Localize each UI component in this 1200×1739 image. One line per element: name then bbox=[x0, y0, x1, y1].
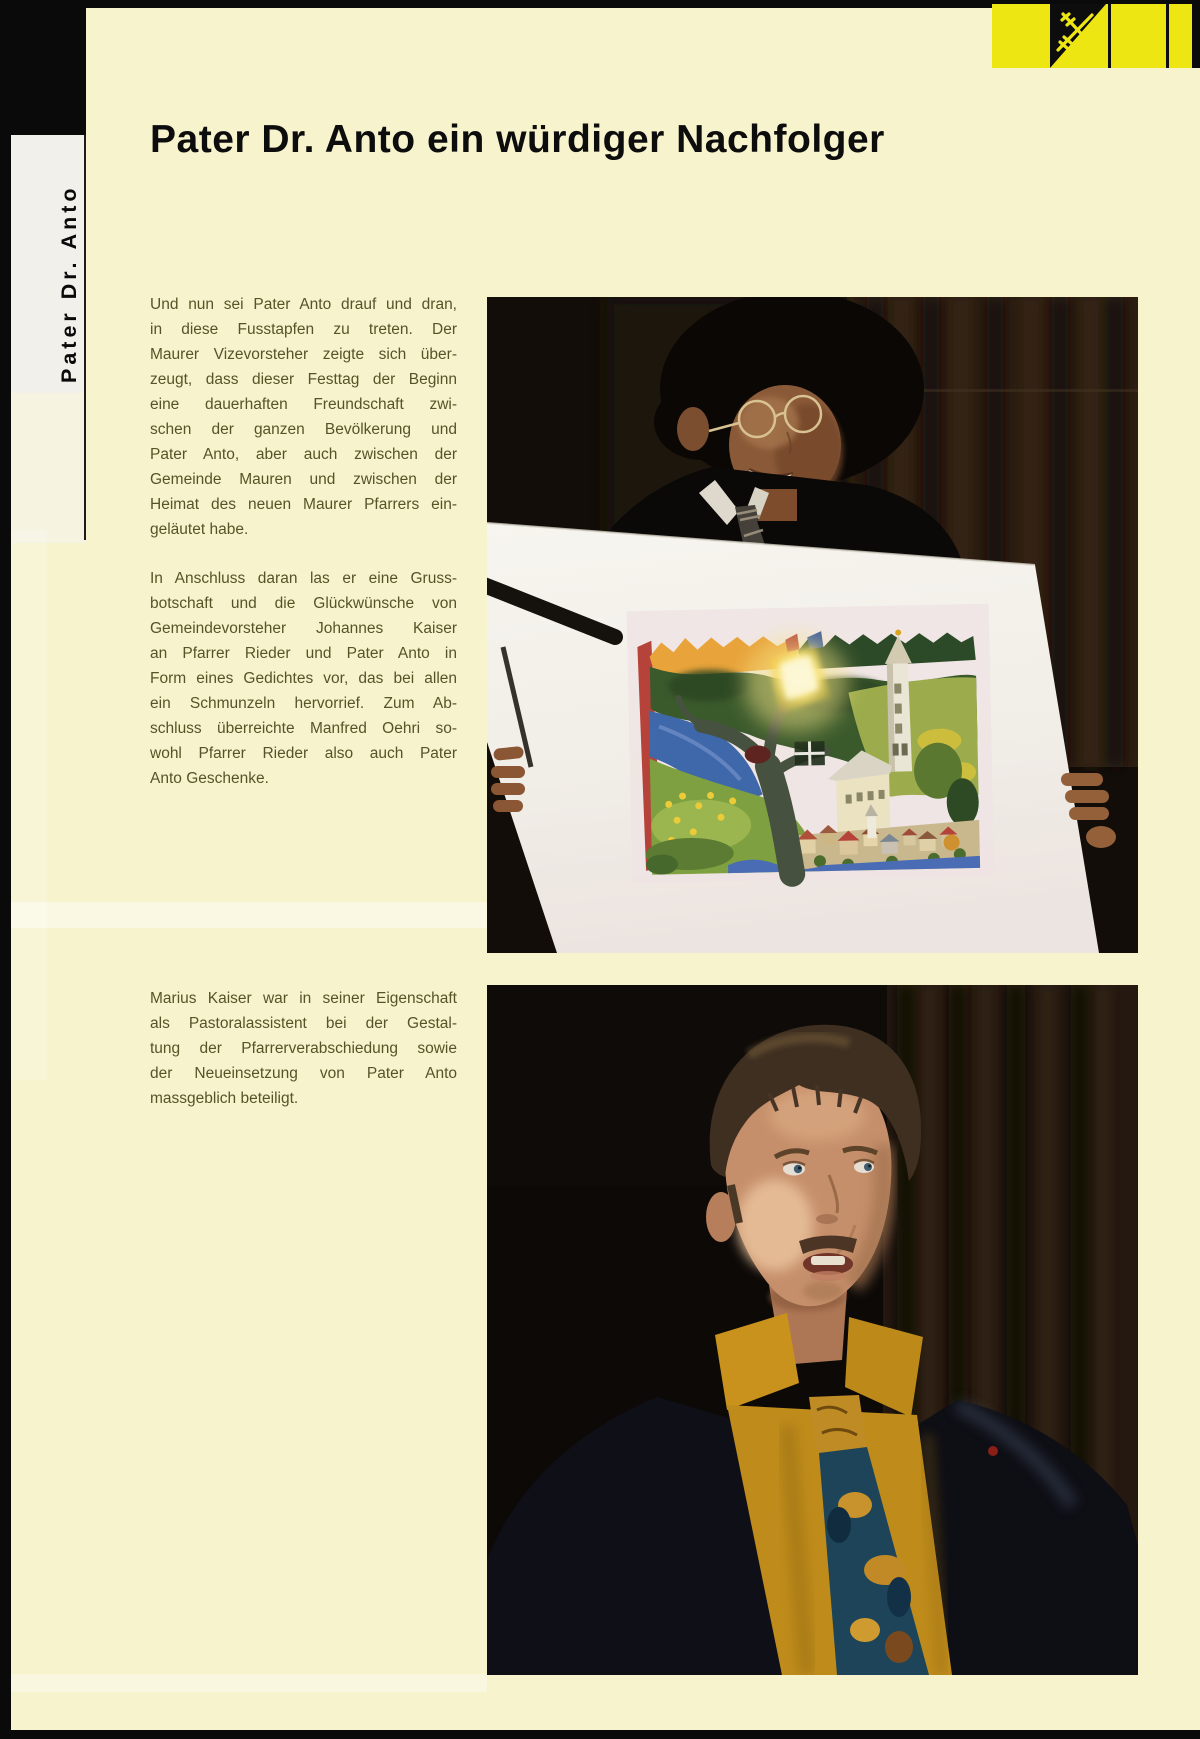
scan-light-column bbox=[11, 530, 47, 1080]
paragraph-line: schluss überreichte Manfred Oehri so- bbox=[150, 720, 457, 737]
tab-divider bbox=[1108, 4, 1111, 68]
photo-portrait bbox=[487, 985, 1138, 1675]
paragraph-line: schen der ganzen Bevölkerung und bbox=[150, 421, 457, 438]
scan-margin-strip-fade bbox=[11, 393, 86, 543]
paragraph-line: als Pastoralassistent bei der Gestal- bbox=[150, 1015, 457, 1032]
paragraph-line: tung der Pfarrerverabschiedung sowie bbox=[150, 1040, 457, 1057]
paragraph-line: Heimat des neuen Maurer Pfarrers ein- bbox=[150, 496, 457, 513]
paragraph-line: in diese Fusstapfen zu treten. Der bbox=[150, 321, 457, 338]
paragraph-line: Form eines Gedichtes vor, das bei allen bbox=[150, 670, 457, 687]
paragraph-line: ein Schmunzeln hervorrief. Zum Ab- bbox=[150, 695, 457, 712]
paragraph-line: Maurer Vizevorsteher zeigte sich über- bbox=[150, 346, 457, 363]
text-column bbox=[150, 292, 457, 1111]
paragraph-line: Anto Geschenke. bbox=[150, 770, 269, 787]
left-black-edge bbox=[0, 0, 11, 1739]
paragraph-line: Und nun sei Pater Anto drauf und dran, bbox=[150, 296, 457, 313]
side-label: Pater Dr. Anto bbox=[57, 184, 81, 383]
paragraph bbox=[150, 292, 457, 542]
paragraph-line: Pater Anto, aber auch zwischen der bbox=[150, 446, 457, 463]
scan-light-band bbox=[11, 1674, 487, 1692]
paragraph-line: zeugt, dass dieser Festtag der Beginn bbox=[150, 371, 457, 388]
paragraph-line: geläutet habe. bbox=[150, 521, 249, 538]
paragraph-line: eine dauerhaften Freundschaft zwi- bbox=[150, 396, 457, 413]
top-right-black-edge bbox=[1192, 0, 1200, 68]
paragraph-line: wohl Pfarrer Rieder also auch Pater bbox=[150, 745, 457, 762]
top-left-black-block bbox=[0, 0, 86, 135]
paragraph-line: Gemeindevorsteher Johannes Kaiser bbox=[150, 620, 457, 637]
bottom-black-bar bbox=[0, 1730, 1200, 1739]
photo-presentation bbox=[487, 297, 1138, 953]
paragraph-line: der Neueinsetzung von Pater Anto bbox=[150, 1065, 457, 1082]
paragraph-line: botschaft und die Glückwünsche von bbox=[150, 595, 457, 612]
paragraph-line: In Anschluss daran las er eine Gruss- bbox=[150, 570, 457, 587]
paragraph-line: an Pfarrer Rieder und Pater Anto in bbox=[150, 645, 457, 662]
paragraph-line: massgeblich beteiligt. bbox=[150, 1090, 299, 1107]
paragraph bbox=[150, 986, 457, 1111]
crossed-keys-icon bbox=[1050, 4, 1106, 68]
tab-divider bbox=[1166, 4, 1169, 68]
paragraph bbox=[150, 566, 457, 791]
vertical-rule bbox=[84, 135, 86, 540]
paragraph-line: Marius Kaiser war in seiner Eigenschaft bbox=[150, 990, 457, 1007]
page-title: Pater Dr. Anto ein würdiger Nachfolger bbox=[150, 118, 885, 162]
header-tab bbox=[992, 4, 1192, 68]
paragraph-line: Gemeinde Mauren und zwischen der bbox=[150, 471, 457, 488]
